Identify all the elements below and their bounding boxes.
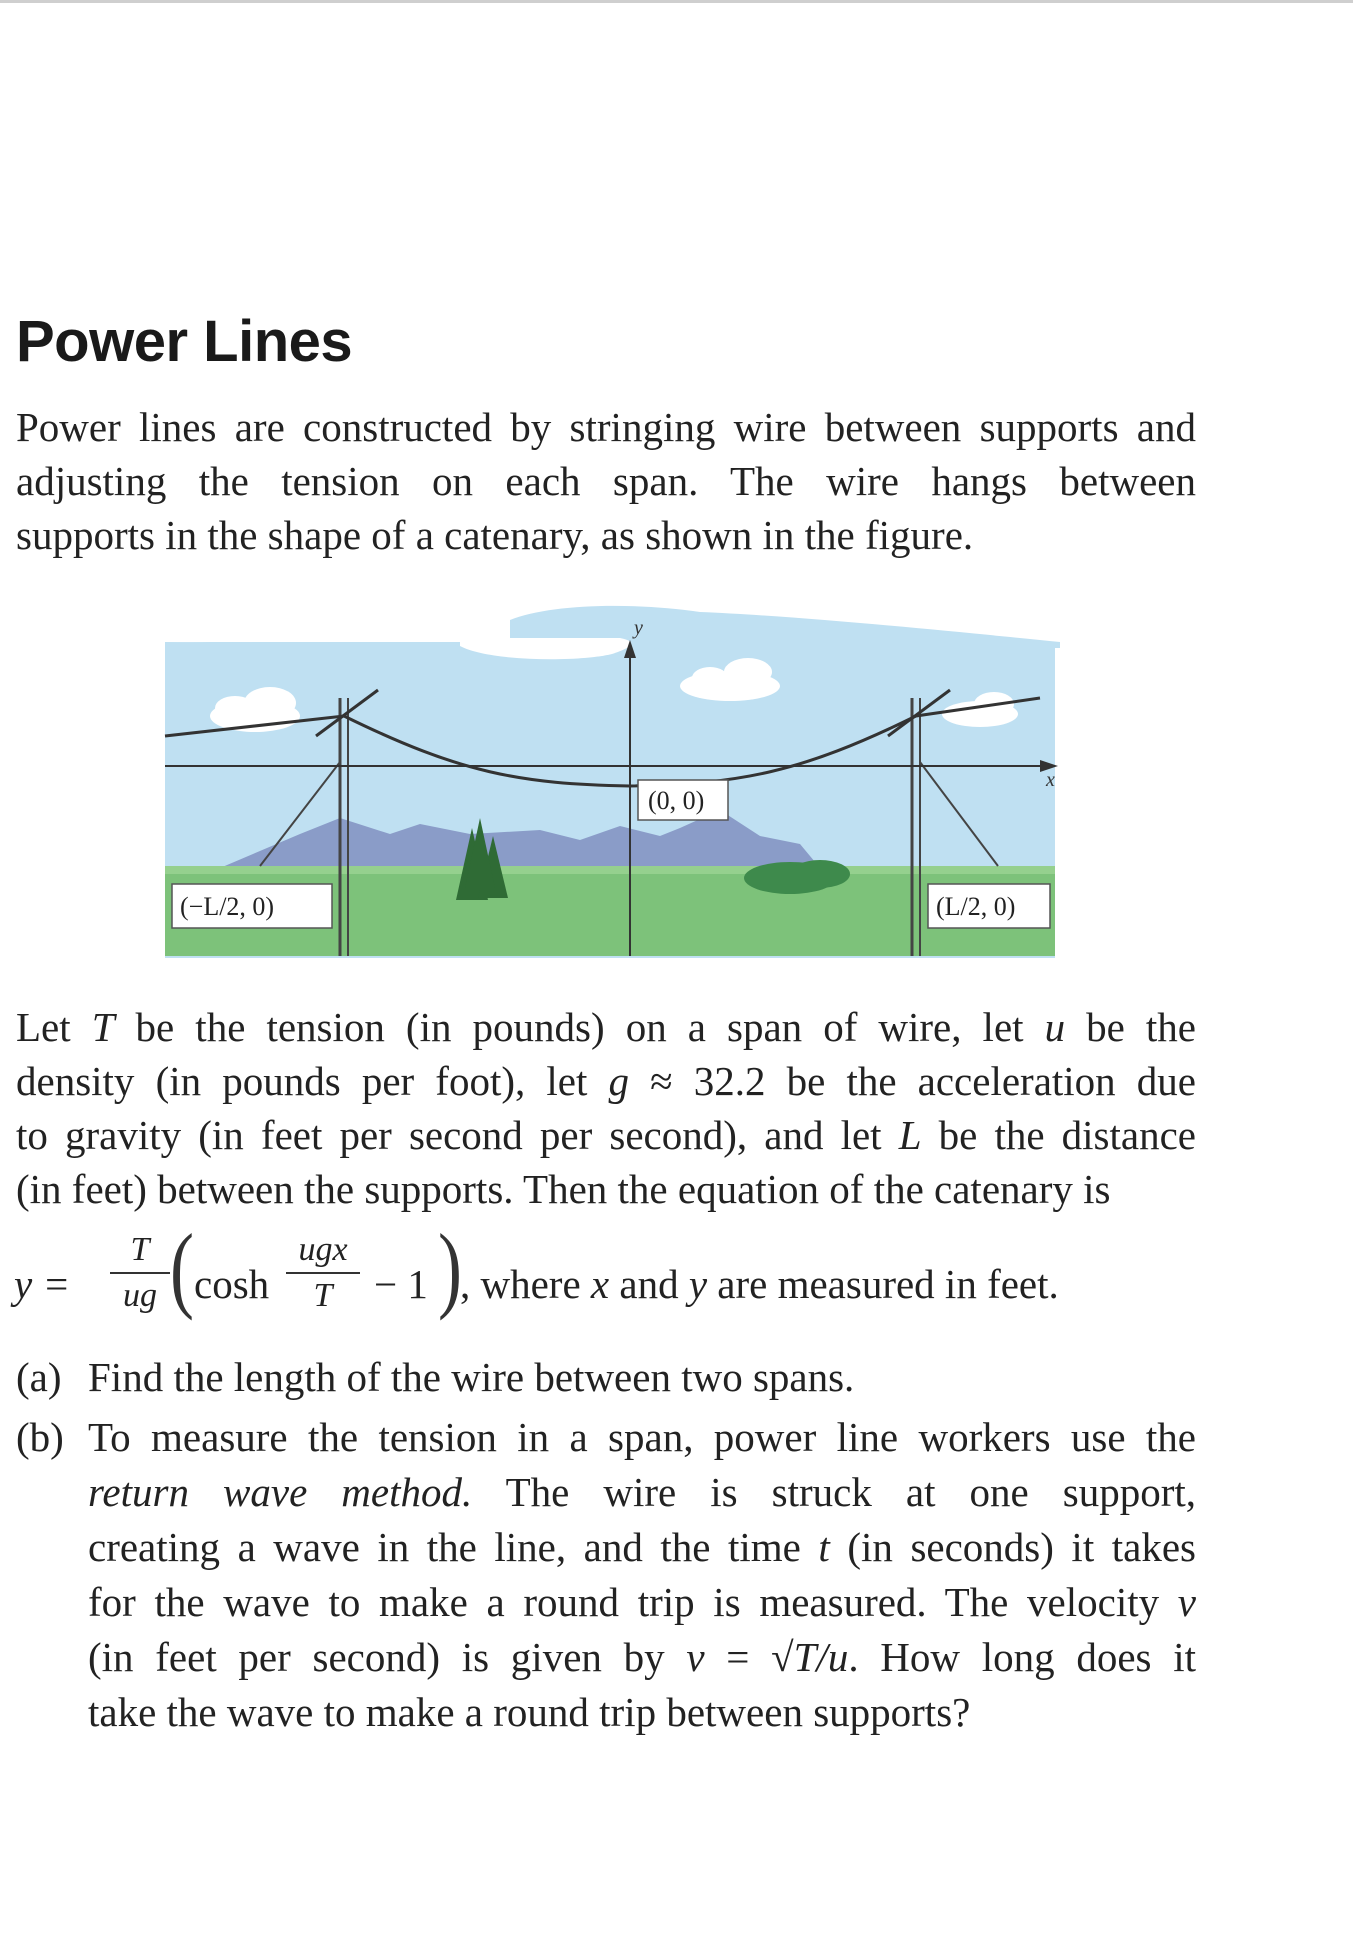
right-support-label: (L/2, 0) [936, 892, 1016, 921]
fraction-numerator: T [130, 1231, 150, 1268]
catenary-figure [160, 598, 1060, 958]
y-axis-label: y [634, 617, 643, 639]
body-paragraph [16, 1000, 1196, 1216]
text-line: adjusting the tension on each span. The wire hangs between [16, 458, 1196, 504]
origin-label: (0, 0) [648, 786, 705, 815]
text-line: for the wave to make a round trip is measured. The velocity v [88, 1579, 1196, 1625]
fraction-numerator: ugx [298, 1231, 348, 1268]
text-line: to gravity (in feet per second per second), and let L be the distance [16, 1112, 1196, 1158]
catenary-equation: y = T ug ( cosh ugx T − 1 ) , where x and y are measured in feet. [14, 1214, 1059, 1321]
text-line: take the wave to make a round trip between supports? [88, 1689, 971, 1735]
intro-paragraph [16, 400, 1196, 562]
text-line: (in feet) between the supports. Then the equation of the catenary is [16, 1166, 1111, 1212]
section-title: Power Lines [16, 309, 353, 374]
equation-trailing-text: , where x and y are measured in feet. [460, 1261, 1059, 1307]
fraction-denominator: T [313, 1277, 333, 1314]
part-label: (b) [16, 1414, 64, 1460]
left-support-label: (−L/2, 0) [180, 892, 275, 921]
x-axis-label: x [1046, 769, 1055, 791]
exercise-part-a [16, 1350, 1196, 1410]
part-label: (a) [16, 1354, 62, 1400]
minus-one: − 1 [374, 1261, 428, 1307]
text-line: To measure the tension in a span, power line workers use the [88, 1414, 1196, 1460]
text-line: Power lines are constructed by stringing wire between supports and [16, 404, 1196, 450]
exercise-part-b [16, 1410, 1196, 1750]
top-border [0, 0, 1353, 3]
cosh-label: cosh [194, 1261, 270, 1307]
text-line: creating a wave in the line, and the time t (in seconds) it takes [88, 1524, 1196, 1570]
fraction-t-over-ug [110, 1230, 170, 1316]
fraction-denominator: ug [123, 1277, 157, 1314]
text-line: (in feet per second) is given by v = √T/u. How long does it [88, 1634, 1197, 1680]
part-text [88, 1350, 1196, 1405]
part-text [88, 1410, 1196, 1740]
equation-lhs: y = [14, 1261, 71, 1307]
text-line: Find the length of the wire between two spans. [88, 1354, 855, 1400]
text-line: return wave method. The wire is struck at one support, [88, 1469, 1197, 1515]
text-line: density (in pounds per foot), let g ≈ 32.2 be the acceleration due [16, 1058, 1196, 1104]
text-line: supports in the shape of a catenary, as shown in the figure. [16, 512, 974, 558]
text-line: Let T be the tension (in pounds) on a span of wire, let u be the [16, 1004, 1196, 1050]
fraction-ugx-over-t [286, 1230, 360, 1316]
